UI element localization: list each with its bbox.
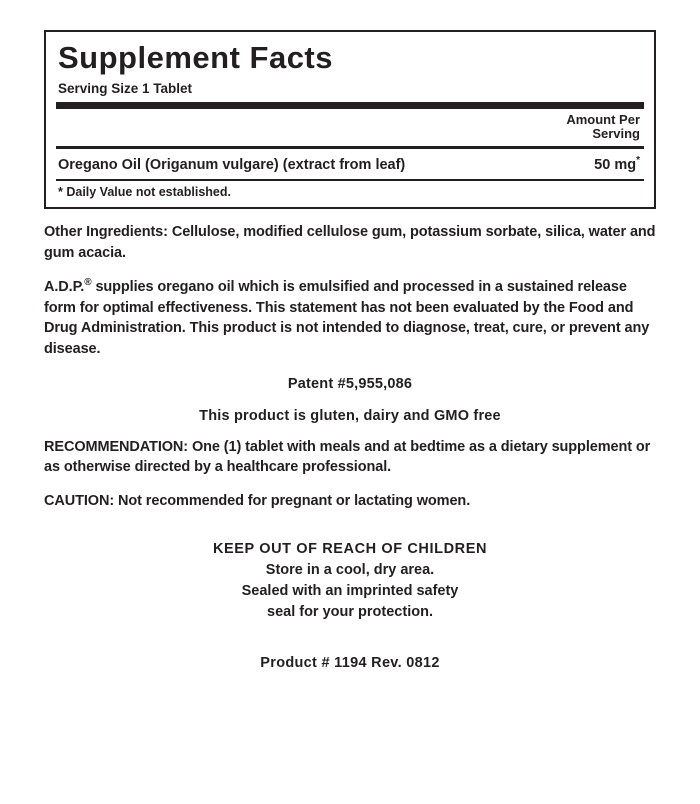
other-ingredients-block (44, 222, 656, 263)
amount-header-line-1: Amount Per (566, 111, 640, 127)
brand-registered-mark: ® (84, 277, 92, 289)
daily-value-footnote: * Daily Value not established. (58, 185, 231, 200)
nutrient-amount-dagger: * (636, 155, 640, 167)
other-ingredients-text: Cellulose, modified cellulose gum, potassium sorbate, silica, water and gum acacia. (44, 224, 656, 261)
product-number-revision: Product # 1194 Rev. 0812 (260, 655, 440, 672)
amount-header-line-2: Serving (592, 126, 640, 142)
keep-out-of-reach-block (44, 539, 656, 623)
caution-label: CAUTION: (44, 492, 115, 509)
other-ingredients-label: Other Ingredients: (44, 224, 168, 241)
caution-text: Not recommended for pregnant or lactating women. (114, 492, 471, 509)
safety-seal-line-2: seal for your protection. (267, 604, 433, 621)
amount-per-serving-header (56, 109, 644, 147)
recommendation-block (44, 437, 656, 478)
recommendation-label: RECOMMENDATION: (44, 438, 189, 455)
caution-block (44, 491, 656, 512)
nutrient-amount (594, 155, 640, 173)
nutrient-row (56, 149, 644, 179)
nutrient-amount-value: 50 mg (594, 157, 637, 174)
supplement-facts-panel (44, 30, 656, 209)
patent-number: Patent #5,955,086 (287, 375, 413, 392)
serving-size: Serving Size 1 Tablet (58, 80, 193, 96)
safety-seal-line-1: Sealed with an imprinted safety (241, 583, 459, 600)
storage-line: Store in a cool, dry area. (265, 562, 435, 579)
panel-thick-rule (56, 102, 644, 109)
gluten-free-statement: This product is gluten, dairy and GMO free (199, 407, 501, 424)
claim-block (44, 276, 656, 359)
brand-name: A.D.P. (44, 279, 85, 296)
keep-out-title: KEEP OUT OF REACH OF CHILDREN (212, 541, 488, 558)
claim-text: supplies oregano oil which is emulsified and processed in a sustained release form for optimal effectiveness. This statement has not been evaluated by the Food and Drug Administration. This product is not intended to diagnose, treat, cure, or prevent any disease. (44, 279, 650, 357)
nutrient-name: Oregano Oil (Origanum vulgare) (extract from leaf) (58, 157, 406, 174)
recommendation-text: One (1) tablet with meals and at bedtime as a dietary supplement or as otherwise directed by a healthcare professional. (44, 438, 651, 476)
panel-title: Supplement Facts (58, 40, 333, 75)
